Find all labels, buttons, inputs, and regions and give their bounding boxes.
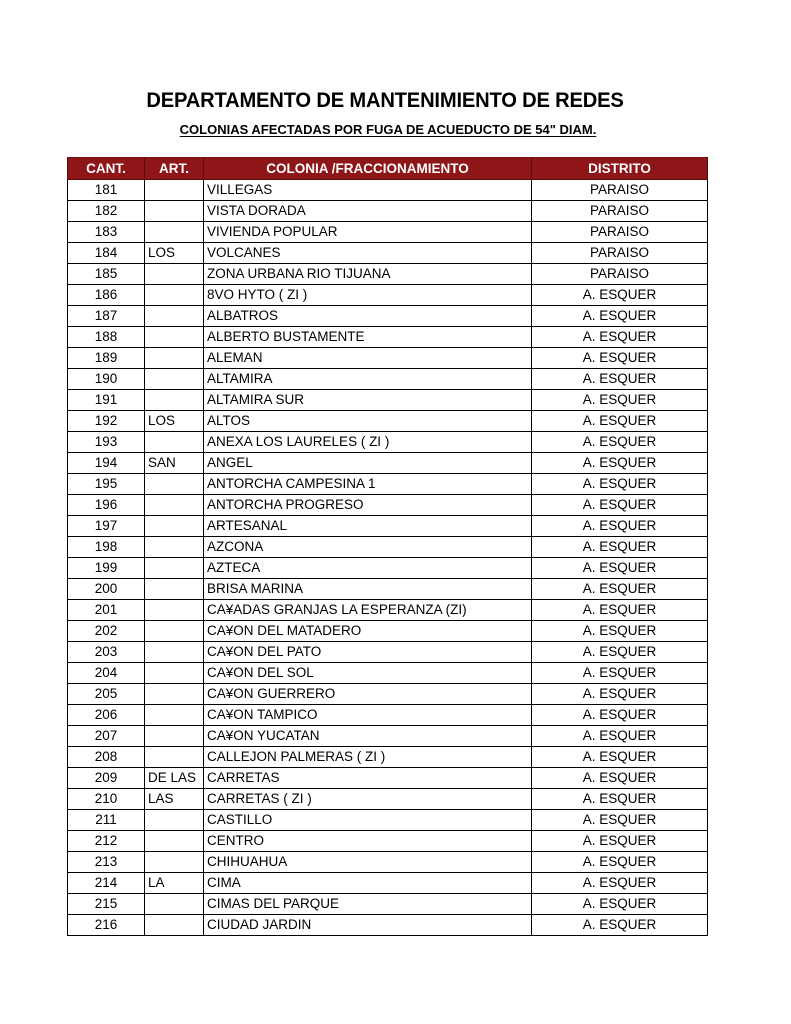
table-row bbox=[68, 684, 708, 705]
cell-art bbox=[145, 726, 204, 747]
cell-art bbox=[145, 327, 204, 348]
cell-colonia: CASTILLO bbox=[204, 810, 532, 831]
cell-distrito: PARAISO bbox=[532, 222, 708, 243]
cell-cant: 210 bbox=[68, 789, 145, 810]
cell-distrito: A. ESQUER bbox=[532, 705, 708, 726]
cell-distrito: A. ESQUER bbox=[532, 789, 708, 810]
cell-colonia: CA¥ON YUCATAN bbox=[204, 726, 532, 747]
cell-cant: 182 bbox=[68, 201, 145, 222]
table-row bbox=[68, 894, 708, 915]
cell-cant: 185 bbox=[68, 264, 145, 285]
cell-colonia: ANTORCHA PROGRESO bbox=[204, 495, 532, 516]
cell-art: LAS bbox=[145, 789, 204, 810]
cell-distrito: A. ESQUER bbox=[532, 873, 708, 894]
table-row bbox=[68, 390, 708, 411]
cell-distrito: A. ESQUER bbox=[532, 642, 708, 663]
table-row bbox=[68, 747, 708, 768]
cell-cant: 202 bbox=[68, 621, 145, 642]
cell-cant: 189 bbox=[68, 348, 145, 369]
cell-colonia: CIUDAD JARDIN bbox=[204, 915, 532, 936]
cell-art bbox=[145, 222, 204, 243]
table-row bbox=[68, 642, 708, 663]
cell-colonia: VISTA DORADA bbox=[204, 201, 532, 222]
cell-colonia: VIVIENDA POPULAR bbox=[204, 222, 532, 243]
cell-distrito: A. ESQUER bbox=[532, 558, 708, 579]
cell-colonia: CENTRO bbox=[204, 831, 532, 852]
cell-distrito: A. ESQUER bbox=[532, 432, 708, 453]
table-row bbox=[68, 180, 708, 201]
cell-art bbox=[145, 390, 204, 411]
table-row bbox=[68, 411, 708, 432]
table-row bbox=[68, 579, 708, 600]
cell-art bbox=[145, 369, 204, 390]
table-row bbox=[68, 537, 708, 558]
cell-cant: 195 bbox=[68, 474, 145, 495]
table-row bbox=[68, 306, 708, 327]
table-row bbox=[68, 516, 708, 537]
table-row bbox=[68, 453, 708, 474]
cell-colonia: 8VO HYTO ( ZI ) bbox=[204, 285, 532, 306]
cell-cant: 191 bbox=[68, 390, 145, 411]
cell-cant: 186 bbox=[68, 285, 145, 306]
cell-distrito: A. ESQUER bbox=[532, 537, 708, 558]
cell-colonia: ALBERTO BUSTAMENTE bbox=[204, 327, 532, 348]
page-title: DEPARTAMENTO DE MANTENIMIENTO DE REDES bbox=[146, 89, 624, 112]
table-row bbox=[68, 726, 708, 747]
cell-distrito: A. ESQUER bbox=[532, 369, 708, 390]
cell-cant: 216 bbox=[68, 915, 145, 936]
cell-cant: 188 bbox=[68, 327, 145, 348]
cell-art bbox=[145, 894, 204, 915]
cell-colonia: ANGEL bbox=[204, 453, 532, 474]
cell-art bbox=[145, 306, 204, 327]
cell-distrito: A. ESQUER bbox=[532, 348, 708, 369]
cell-distrito: A. ESQUER bbox=[532, 453, 708, 474]
cell-distrito: A. ESQUER bbox=[532, 600, 708, 621]
cell-cant: 201 bbox=[68, 600, 145, 621]
cell-colonia: ALTOS bbox=[204, 411, 532, 432]
cell-art bbox=[145, 264, 204, 285]
cell-cant: 193 bbox=[68, 432, 145, 453]
cell-art bbox=[145, 537, 204, 558]
cell-cant: 213 bbox=[68, 852, 145, 873]
table-header-row bbox=[68, 158, 708, 180]
cell-art bbox=[145, 285, 204, 306]
cell-art bbox=[145, 516, 204, 537]
cell-cant: 206 bbox=[68, 705, 145, 726]
table-row bbox=[68, 432, 708, 453]
cell-art: LA bbox=[145, 873, 204, 894]
table-row bbox=[68, 474, 708, 495]
table-row bbox=[68, 915, 708, 936]
table-row bbox=[68, 243, 708, 264]
cell-distrito: PARAISO bbox=[532, 243, 708, 264]
cell-distrito: A. ESQUER bbox=[532, 516, 708, 537]
cell-cant: 198 bbox=[68, 537, 145, 558]
cell-colonia: CA¥ON DEL PATO bbox=[204, 642, 532, 663]
cell-cant: 184 bbox=[68, 243, 145, 264]
cell-colonia: CIMA bbox=[204, 873, 532, 894]
cell-cant: 209 bbox=[68, 768, 145, 789]
cell-cant: 205 bbox=[68, 684, 145, 705]
cell-distrito: A. ESQUER bbox=[532, 726, 708, 747]
header-art: ART. bbox=[145, 158, 204, 180]
table-row bbox=[68, 285, 708, 306]
table-row bbox=[68, 348, 708, 369]
cell-colonia: AZTECA bbox=[204, 558, 532, 579]
cell-art bbox=[145, 915, 204, 936]
cell-distrito: A. ESQUER bbox=[532, 411, 708, 432]
cell-distrito: A. ESQUER bbox=[532, 894, 708, 915]
table-row bbox=[68, 810, 708, 831]
cell-distrito: A. ESQUER bbox=[532, 390, 708, 411]
cell-distrito: A. ESQUER bbox=[532, 474, 708, 495]
cell-cant: 203 bbox=[68, 642, 145, 663]
cell-art bbox=[145, 852, 204, 873]
cell-distrito: A. ESQUER bbox=[532, 684, 708, 705]
table-row bbox=[68, 852, 708, 873]
cell-colonia: VILLEGAS bbox=[204, 180, 532, 201]
cell-colonia: CHIHUAHUA bbox=[204, 852, 532, 873]
cell-distrito: A. ESQUER bbox=[532, 285, 708, 306]
cell-distrito: A. ESQUER bbox=[532, 768, 708, 789]
table-row bbox=[68, 264, 708, 285]
header-distrito: DISTRITO bbox=[532, 158, 708, 180]
table-row bbox=[68, 831, 708, 852]
cell-cant: 207 bbox=[68, 726, 145, 747]
table-row bbox=[68, 558, 708, 579]
cell-colonia: CIMAS DEL PARQUE bbox=[204, 894, 532, 915]
table-row bbox=[68, 600, 708, 621]
cell-art bbox=[145, 600, 204, 621]
cell-art bbox=[145, 663, 204, 684]
cell-distrito: A. ESQUER bbox=[532, 747, 708, 768]
table-row bbox=[68, 705, 708, 726]
table-row bbox=[68, 873, 708, 894]
cell-art bbox=[145, 747, 204, 768]
cell-cant: 196 bbox=[68, 495, 145, 516]
cell-colonia: CA¥ADAS GRANJAS LA ESPERANZA (ZI) bbox=[204, 600, 532, 621]
cell-cant: 208 bbox=[68, 747, 145, 768]
cell-art: SAN bbox=[145, 453, 204, 474]
cell-distrito: PARAISO bbox=[532, 180, 708, 201]
header-cant: CANT. bbox=[68, 158, 145, 180]
cell-cant: 204 bbox=[68, 663, 145, 684]
cell-art bbox=[145, 684, 204, 705]
cell-art: LOS bbox=[145, 411, 204, 432]
cell-distrito: A. ESQUER bbox=[532, 831, 708, 852]
cell-distrito: A. ESQUER bbox=[532, 495, 708, 516]
cell-colonia: ANEXA LOS LAURELES ( ZI ) bbox=[204, 432, 532, 453]
cell-colonia: CA¥ON GUERRERO bbox=[204, 684, 532, 705]
cell-distrito: A. ESQUER bbox=[532, 579, 708, 600]
cell-distrito: A. ESQUER bbox=[532, 327, 708, 348]
table-row bbox=[68, 201, 708, 222]
cell-art bbox=[145, 705, 204, 726]
table-row bbox=[68, 621, 708, 642]
table-row bbox=[68, 222, 708, 243]
cell-colonia: VOLCANES bbox=[204, 243, 532, 264]
cell-distrito: PARAISO bbox=[532, 264, 708, 285]
cell-distrito: A. ESQUER bbox=[532, 852, 708, 873]
cell-distrito: A. ESQUER bbox=[532, 915, 708, 936]
cell-cant: 200 bbox=[68, 579, 145, 600]
cell-colonia: ANTORCHA CAMPESINA 1 bbox=[204, 474, 532, 495]
cell-art bbox=[145, 579, 204, 600]
cell-colonia: ALTAMIRA SUR bbox=[204, 390, 532, 411]
cell-art bbox=[145, 621, 204, 642]
cell-art bbox=[145, 348, 204, 369]
page-subtitle-text: COLONIAS AFECTADAS POR FUGA DE ACUEDUCTO DE 54" DIAM. bbox=[179, 122, 597, 137]
cell-colonia: AZCONA bbox=[204, 537, 532, 558]
cell-cant: 192 bbox=[68, 411, 145, 432]
cell-cant: 194 bbox=[68, 453, 145, 474]
cell-distrito: A. ESQUER bbox=[532, 306, 708, 327]
cell-art bbox=[145, 201, 204, 222]
cell-cant: 190 bbox=[68, 369, 145, 390]
cell-distrito: PARAISO bbox=[532, 201, 708, 222]
cell-art: LOS bbox=[145, 243, 204, 264]
cell-colonia: CA¥ON DEL MATADERO bbox=[204, 621, 532, 642]
table-row bbox=[68, 789, 708, 810]
cell-colonia: BRISA MARINA bbox=[204, 579, 532, 600]
cell-cant: 212 bbox=[68, 831, 145, 852]
page-subtitle bbox=[0, 122, 776, 137]
cell-colonia: CA¥ON DEL SOL bbox=[204, 663, 532, 684]
header-colonia: COLONIA /FRACCIONAMIENTO bbox=[204, 158, 532, 180]
cell-cant: 187 bbox=[68, 306, 145, 327]
table-row bbox=[68, 369, 708, 390]
cell-colonia: CALLEJON PALMERAS ( ZI ) bbox=[204, 747, 532, 768]
cell-cant: 211 bbox=[68, 810, 145, 831]
cell-distrito: A. ESQUER bbox=[532, 621, 708, 642]
cell-distrito: A. ESQUER bbox=[532, 810, 708, 831]
table-row bbox=[68, 768, 708, 789]
cell-cant: 199 bbox=[68, 558, 145, 579]
table-row bbox=[68, 663, 708, 684]
cell-art bbox=[145, 474, 204, 495]
table-row bbox=[68, 327, 708, 348]
cell-colonia: CA¥ON TAMPICO bbox=[204, 705, 532, 726]
cell-colonia: CARRETAS ( ZI ) bbox=[204, 789, 532, 810]
cell-cant: 197 bbox=[68, 516, 145, 537]
cell-art bbox=[145, 495, 204, 516]
cell-art bbox=[145, 558, 204, 579]
cell-art bbox=[145, 180, 204, 201]
cell-colonia: ALTAMIRA bbox=[204, 369, 532, 390]
cell-colonia: ALEMAN bbox=[204, 348, 532, 369]
cell-cant: 214 bbox=[68, 873, 145, 894]
cell-cant: 181 bbox=[68, 180, 145, 201]
cell-art bbox=[145, 810, 204, 831]
cell-art bbox=[145, 432, 204, 453]
table-body bbox=[68, 180, 708, 936]
table-row bbox=[68, 495, 708, 516]
cell-colonia: ALBATROS bbox=[204, 306, 532, 327]
cell-cant: 215 bbox=[68, 894, 145, 915]
cell-colonia: ZONA URBANA RIO TIJUANA bbox=[204, 264, 532, 285]
colonias-table bbox=[67, 157, 708, 936]
cell-art bbox=[145, 642, 204, 663]
cell-distrito: A. ESQUER bbox=[532, 663, 708, 684]
cell-art bbox=[145, 831, 204, 852]
cell-cant: 183 bbox=[68, 222, 145, 243]
cell-art: DE LAS bbox=[145, 768, 204, 789]
cell-colonia: CARRETAS bbox=[204, 768, 532, 789]
cell-colonia: ARTESANAL bbox=[204, 516, 532, 537]
